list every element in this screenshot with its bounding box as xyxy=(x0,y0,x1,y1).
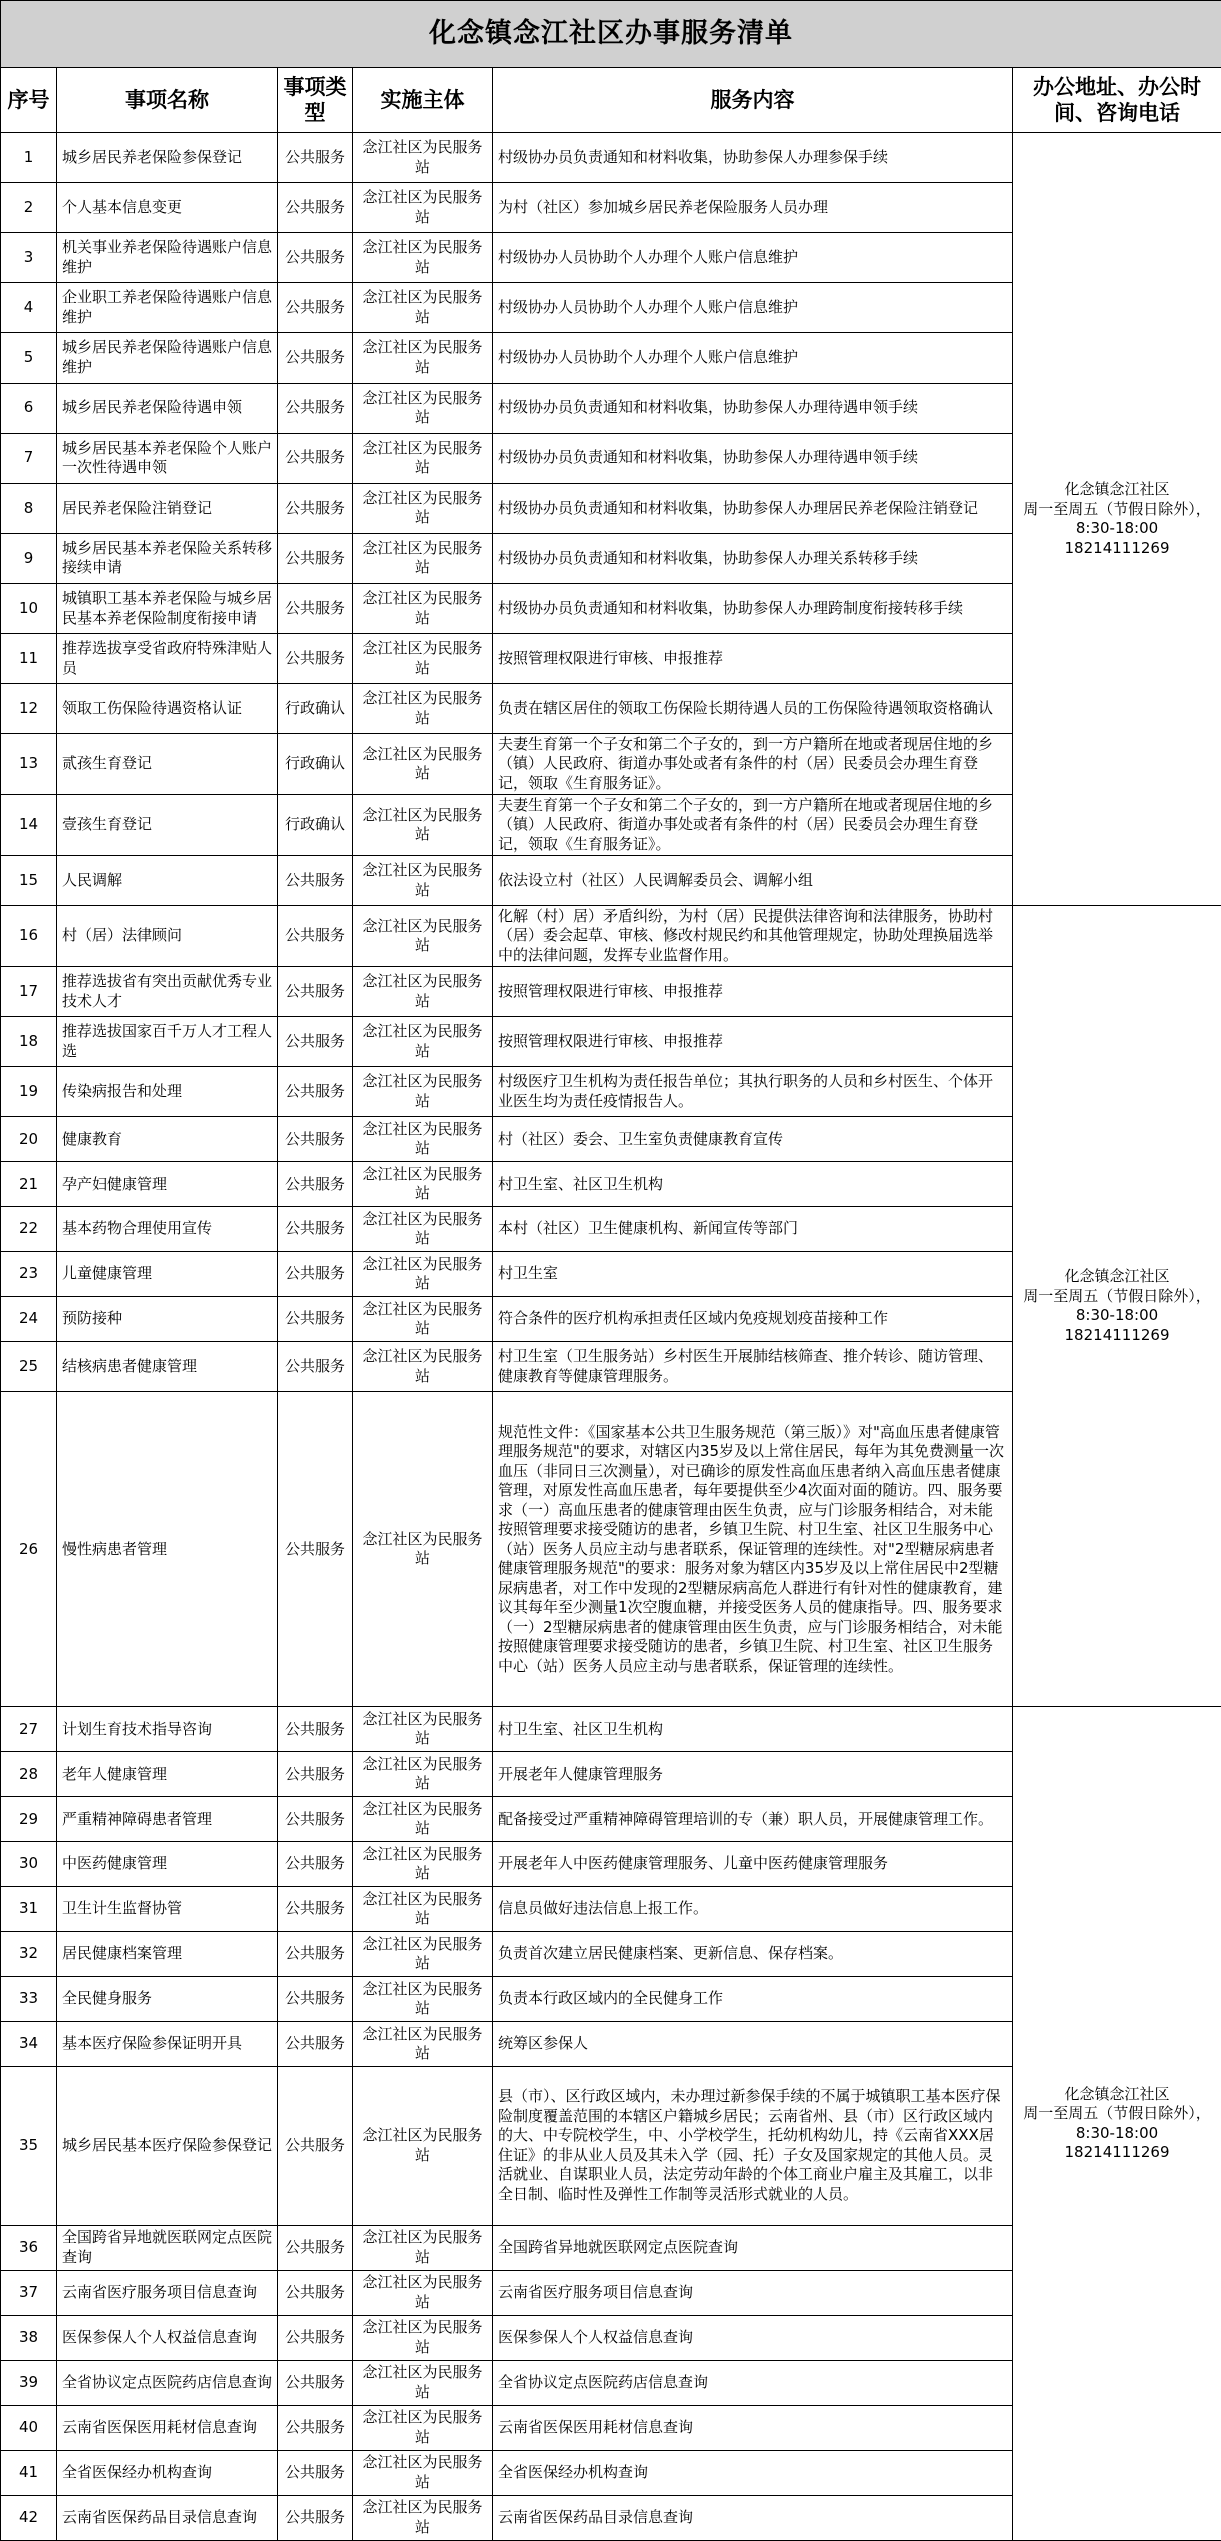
cell-name: 人民调解 xyxy=(57,856,278,906)
header-no: 序号 xyxy=(1,68,57,133)
cell-impl: 念江社区为民服务站 xyxy=(353,2270,493,2315)
contact-address: 化念镇念江社区 xyxy=(1064,2084,1170,2103)
cell-content: 村卫生室、社区卫生机构 xyxy=(493,1162,1013,1207)
cell-type: 公共服务 xyxy=(278,856,353,906)
cell-name: 城乡居民基本养老保险个人账户一次性待遇申领 xyxy=(57,433,278,483)
cell-type: 公共服务 xyxy=(278,1752,353,1797)
header-content: 服务内容 xyxy=(493,68,1013,133)
table-row xyxy=(1,133,1221,183)
cell-content: 负责首次建立居民健康档案、更新信息、保存档案。 xyxy=(493,1932,1013,1977)
cell-no: 6 xyxy=(1,383,57,433)
cell-no: 32 xyxy=(1,1932,57,1977)
cell-type: 行政确认 xyxy=(278,795,353,856)
cell-name: 个人基本信息变更 xyxy=(57,183,278,233)
cell-name: 推荐选拔享受省政府特殊津贴人员 xyxy=(57,634,278,684)
contact-info-cell xyxy=(1013,1707,1221,2541)
cell-type: 公共服务 xyxy=(278,1932,353,1977)
cell-impl: 念江社区为民服务站 xyxy=(353,1162,493,1207)
cell-type: 公共服务 xyxy=(278,2315,353,2360)
cell-no: 12 xyxy=(1,684,57,734)
cell-impl: 念江社区为民服务站 xyxy=(353,2495,493,2540)
cell-content: 云南省医保药品目录信息查询 xyxy=(493,2495,1013,2540)
contact-address: 化念镇念江社区 xyxy=(1064,1267,1170,1286)
cell-content: 村级协办人员协助个人办理个人账户信息维护 xyxy=(493,283,1013,333)
header-impl: 实施主体 xyxy=(353,68,493,133)
cell-no: 8 xyxy=(1,483,57,533)
cell-impl: 念江社区为民服务站 xyxy=(353,383,493,433)
cell-name: 全省协议定点医院药店信息查询 xyxy=(57,2360,278,2405)
cell-content: 村级协办员负责通知和材料收集，协助参保人办理关系转移手续 xyxy=(493,533,1013,583)
cell-no: 23 xyxy=(1,1252,57,1297)
cell-impl: 念江社区为民服务站 xyxy=(353,1017,493,1067)
cell-type: 公共服务 xyxy=(278,233,353,283)
cell-type: 公共服务 xyxy=(278,1162,353,1207)
cell-type: 公共服务 xyxy=(278,2405,353,2450)
cell-impl: 念江社区为民服务站 xyxy=(353,2225,493,2270)
cell-impl: 念江社区为民服务站 xyxy=(353,1707,493,1752)
cell-no: 20 xyxy=(1,1117,57,1162)
cell-impl: 念江社区为民服务站 xyxy=(353,1207,493,1252)
contact-address: 化念镇念江社区 xyxy=(1064,480,1170,499)
cell-name: 企业职工养老保险待遇账户信息维护 xyxy=(57,283,278,333)
cell-impl: 念江社区为民服务站 xyxy=(353,1887,493,1932)
cell-name: 传染病报告和处理 xyxy=(57,1067,278,1117)
contact-hours: 周一至周五（节假日除外），8:30-18:00 xyxy=(1023,499,1211,538)
cell-type: 公共服务 xyxy=(278,383,353,433)
cell-impl: 念江社区为民服务站 xyxy=(353,734,493,795)
cell-type: 公共服务 xyxy=(278,433,353,483)
cell-name: 城乡居民养老保险待遇账户信息维护 xyxy=(57,333,278,383)
cell-no: 38 xyxy=(1,2315,57,2360)
cell-content: 开展老年人中医药健康管理服务、儿童中医药健康管理服务 xyxy=(493,1842,1013,1887)
cell-content: 负责在辖区居住的领取工伤保险长期待遇人员的工伤保险待遇领取资格确认 xyxy=(493,684,1013,734)
cell-no: 13 xyxy=(1,734,57,795)
cell-content: 村卫生室、社区卫生机构 xyxy=(493,1707,1013,1752)
contact-hours: 周一至周五（节假日除外），8:30-18:00 xyxy=(1023,2104,1211,2142)
cell-type: 公共服务 xyxy=(278,333,353,383)
cell-content: 村级协办员负责通知和材料收集，协助参保人办理待遇申领手续 xyxy=(493,383,1013,433)
cell-impl: 念江社区为民服务站 xyxy=(353,583,493,633)
cell-impl: 念江社区为民服务站 xyxy=(353,795,493,856)
cell-impl: 念江社区为民服务站 xyxy=(353,133,493,183)
cell-type: 公共服务 xyxy=(278,1887,353,1932)
cell-no: 31 xyxy=(1,1887,57,1932)
header-contact: 办公地址、办公时间、咨询电话 xyxy=(1013,68,1221,133)
cell-no: 11 xyxy=(1,634,57,684)
cell-content: 统筹区参保人 xyxy=(493,2022,1013,2067)
cell-no: 42 xyxy=(1,2495,57,2540)
cell-content: 信息员做好违法信息上报工作。 xyxy=(493,1887,1013,1932)
cell-no: 35 xyxy=(1,2067,57,2226)
cell-impl: 念江社区为民服务站 xyxy=(353,1842,493,1887)
cell-content: 夫妻生育第一个子女和第二个子女的，到一方户籍所在地或者现居住地的乡（镇）人民政府、街道办事处或者有条件的村（居）民委员会办理生育登记，领取《生育服务证》。 xyxy=(493,795,1013,856)
cell-no: 7 xyxy=(1,433,57,483)
table-row xyxy=(1,1707,1221,1752)
cell-content: 村级医疗卫生机构为责任报告单位；其执行职务的人员和乡村医生、个体开业医生均为责任疫情报告人。 xyxy=(493,1067,1013,1117)
cell-impl: 念江社区为民服务站 xyxy=(353,1932,493,1977)
cell-no: 41 xyxy=(1,2450,57,2495)
cell-content: 村级协办员负责通知和材料收集，协助参保人办理待遇申领手续 xyxy=(493,433,1013,483)
cell-no: 3 xyxy=(1,233,57,283)
cell-no: 18 xyxy=(1,1017,57,1067)
cell-content: 按照管理权限进行审核、申报推荐 xyxy=(493,966,1013,1016)
cell-name: 中医药健康管理 xyxy=(57,1842,278,1887)
cell-impl: 念江社区为民服务站 xyxy=(353,483,493,533)
cell-name: 居民健康档案管理 xyxy=(57,1932,278,1977)
cell-name: 基本医疗保险参保证明开具 xyxy=(57,2022,278,2067)
cell-content: 村级协办员负责通知和材料收集，协助参保人办理跨制度衔接转移手续 xyxy=(493,583,1013,633)
cell-type: 公共服务 xyxy=(278,283,353,333)
cell-type: 公共服务 xyxy=(278,133,353,183)
cell-type: 公共服务 xyxy=(278,966,353,1016)
cell-type: 公共服务 xyxy=(278,583,353,633)
page-title: 化念镇念江社区办事服务清单 xyxy=(1,1,1221,68)
cell-content: 本村（社区）卫生健康机构、新闻宣传等部门 xyxy=(493,1207,1013,1252)
cell-no: 28 xyxy=(1,1752,57,1797)
cell-impl: 念江社区为民服务站 xyxy=(353,1297,493,1342)
header-name: 事项名称 xyxy=(57,68,278,133)
cell-type: 公共服务 xyxy=(278,2225,353,2270)
cell-content: 村卫生室（卫生服务站）乡村医生开展肺结核筛查、推介转诊、随访管理、健康教育等健康管理服务。 xyxy=(493,1342,1013,1392)
cell-type: 公共服务 xyxy=(278,1797,353,1842)
cell-no: 16 xyxy=(1,906,57,967)
cell-content: 配备接受过严重精神障碍管理培训的专（兼）职人员，开展健康管理工作。 xyxy=(493,1797,1013,1842)
cell-type: 公共服务 xyxy=(278,1067,353,1117)
cell-impl: 念江社区为民服务站 xyxy=(353,1342,493,1392)
cell-content: 云南省医疗服务项目信息查询 xyxy=(493,2270,1013,2315)
cell-no: 4 xyxy=(1,283,57,333)
cell-impl: 念江社区为民服务站 xyxy=(353,233,493,283)
cell-type: 公共服务 xyxy=(278,634,353,684)
cell-impl: 念江社区为民服务站 xyxy=(353,1977,493,2022)
cell-content: 全省协议定点医院药店信息查询 xyxy=(493,2360,1013,2405)
cell-type: 公共服务 xyxy=(278,1117,353,1162)
cell-name: 健康教育 xyxy=(57,1117,278,1162)
cell-name: 贰孩生育登记 xyxy=(57,734,278,795)
cell-content: 为村（社区）参加城乡居民养老保险服务人员办理 xyxy=(493,183,1013,233)
cell-no: 10 xyxy=(1,583,57,633)
cell-impl: 念江社区为民服务站 xyxy=(353,684,493,734)
cell-name: 结核病患者健康管理 xyxy=(57,1342,278,1392)
cell-no: 5 xyxy=(1,333,57,383)
cell-name: 城乡居民养老保险待遇申领 xyxy=(57,383,278,433)
cell-no: 22 xyxy=(1,1207,57,1252)
cell-content: 村级协办员负责通知和材料收集，协助参保人办理参保手续 xyxy=(493,133,1013,183)
cell-no: 21 xyxy=(1,1162,57,1207)
cell-impl: 念江社区为民服务站 xyxy=(353,533,493,583)
cell-name: 云南省医保医用耗材信息查询 xyxy=(57,2405,278,2450)
cell-no: 15 xyxy=(1,856,57,906)
cell-content: 村卫生室 xyxy=(493,1252,1013,1297)
cell-content: 全国跨省异地就医联网定点医院查询 xyxy=(493,2225,1013,2270)
cell-name: 严重精神障碍患者管理 xyxy=(57,1797,278,1842)
cell-content: 村（社区）委会、卫生室负责健康教育宣传 xyxy=(493,1117,1013,1162)
cell-content: 县（市）、区行政区域内，未办理过新参保手续的不属于城镇职工基本医疗保险制度覆盖范围的本辖区户籍城乡居民；云南省州、县（市）区行政区域内的大、中专院校学生，中、小学校学生，托幼机构幼儿，持《云南省XXX居住证》的非从业人员及其未入学（园、托）子女及国家规定的其他人员。灵活就业、自谋职业人员，法定劳动年龄的个体工商业户雇主及其雇工，以非全日制、临时性及弹性工作制等灵活形式就业的人员。 xyxy=(493,2067,1013,2226)
cell-name: 壹孩生育登记 xyxy=(57,795,278,856)
cell-content: 依法设立村（社区）人民调解委员会、调解小组 xyxy=(493,856,1013,906)
cell-no: 36 xyxy=(1,2225,57,2270)
cell-type: 公共服务 xyxy=(278,1842,353,1887)
cell-content: 按照管理权限进行审核、申报推荐 xyxy=(493,634,1013,684)
cell-no: 27 xyxy=(1,1707,57,1752)
cell-impl: 念江社区为民服务站 xyxy=(353,2067,493,2226)
cell-name: 云南省医保药品目录信息查询 xyxy=(57,2495,278,2540)
contact-hours: 周一至周五（节假日除外），8:30-18:00 xyxy=(1023,1286,1211,1325)
table-body xyxy=(1,133,1221,2541)
cell-no: 2 xyxy=(1,183,57,233)
cell-content: 夫妻生育第一个子女和第二个子女的，到一方户籍所在地或者现居住地的乡（镇）人民政府、街道办事处或者有条件的村（居）民委员会办理生育登记，领取《生育服务证》。 xyxy=(493,734,1013,795)
header-type: 事项类型 xyxy=(278,68,353,133)
cell-type: 公共服务 xyxy=(278,1707,353,1752)
cell-type: 公共服务 xyxy=(278,1252,353,1297)
cell-content: 云南省医保医用耗材信息查询 xyxy=(493,2405,1013,2450)
cell-name: 城乡居民基本养老保险关系转移接续申请 xyxy=(57,533,278,583)
cell-impl: 念江社区为民服务站 xyxy=(353,283,493,333)
cell-impl: 念江社区为民服务站 xyxy=(353,856,493,906)
cell-impl: 念江社区为民服务站 xyxy=(353,333,493,383)
cell-type: 公共服务 xyxy=(278,2360,353,2405)
cell-type: 公共服务 xyxy=(278,2495,353,2540)
cell-type: 公共服务 xyxy=(278,483,353,533)
cell-no: 19 xyxy=(1,1067,57,1117)
cell-no: 30 xyxy=(1,1842,57,1887)
cell-type: 公共服务 xyxy=(278,2067,353,2226)
cell-impl: 念江社区为民服务站 xyxy=(353,634,493,684)
cell-name: 村（居）法律顾问 xyxy=(57,906,278,967)
cell-type: 公共服务 xyxy=(278,2270,353,2315)
cell-name: 全省医保经办机构查询 xyxy=(57,2450,278,2495)
cell-impl: 念江社区为民服务站 xyxy=(353,433,493,483)
cell-impl: 念江社区为民服务站 xyxy=(353,906,493,967)
cell-impl: 念江社区为民服务站 xyxy=(353,2315,493,2360)
cell-no: 17 xyxy=(1,966,57,1016)
cell-impl: 念江社区为民服务站 xyxy=(353,1797,493,1842)
cell-name: 卫生计生监督协管 xyxy=(57,1887,278,1932)
cell-name: 医保参保人个人权益信息查询 xyxy=(57,2315,278,2360)
cell-type: 行政确认 xyxy=(278,684,353,734)
cell-content: 村级协办人员协助个人办理个人账户信息维护 xyxy=(493,233,1013,283)
cell-type: 公共服务 xyxy=(278,2450,353,2495)
cell-type: 公共服务 xyxy=(278,906,353,967)
cell-content: 全省医保经办机构查询 xyxy=(493,2450,1013,2495)
cell-no: 24 xyxy=(1,1297,57,1342)
cell-name: 领取工伤保险待遇资格认证 xyxy=(57,684,278,734)
cell-no: 25 xyxy=(1,1342,57,1392)
cell-name: 儿童健康管理 xyxy=(57,1252,278,1297)
cell-content: 规范性文件：《国家基本公共卫生服务规范（第三版）》对"高血压患者健康管理服务规范"的要求，对辖区内35岁及以上常住居民，每年为其免费测量一次血压（非同日三次测量），对已确诊的原发性高血压患者纳入高血压患者健康管理，对原发性高血压患者，每年要提供至少4次面对面的随访。四、服务要求（一）高血压患者的健康管理由医生负责，应与门诊服务相结合，对未能按照管理要求接受随访的患者，乡镇卫生院、村卫生室、社区卫生服务中心（站）医务人员应主动与患者联系，保证管理的连续性。对"2型糖尿病患者健康管理服务规范"的要求：服务对象为辖区内35岁及以上常住居民中2型糖尿病患者，对工作中发现的2型糖尿病高危人群进行有针对性的健康教育，建议其每年至少测量1次空腹血糖，并接受医务人员的健康指导。四、服务要求（一）2型糖尿病患者的健康管理由医生负责，应与门诊服务相结合，对未能按照健康管理要求接受随访的患者，乡镇卫生院、村卫生室、社区卫生服务中心（站）医务人员应主动与患者联系，保证管理的连续性。 xyxy=(493,1392,1013,1707)
cell-content: 村级协办人员协助个人办理个人账户信息维护 xyxy=(493,333,1013,383)
cell-content: 按照管理权限进行审核、申报推荐 xyxy=(493,1017,1013,1067)
cell-name: 城乡居民基本医疗保险参保登记 xyxy=(57,2067,278,2226)
cell-name: 推荐选拔省有突出贡献优秀专业技术人才 xyxy=(57,966,278,1016)
cell-no: 14 xyxy=(1,795,57,856)
cell-name: 预防接种 xyxy=(57,1297,278,1342)
cell-impl: 念江社区为民服务站 xyxy=(353,1252,493,1297)
contact-info-cell xyxy=(1013,906,1221,1707)
cell-type: 公共服务 xyxy=(278,1017,353,1067)
cell-impl: 念江社区为民服务站 xyxy=(353,2450,493,2495)
contact-phone: 18214111269 xyxy=(1064,2143,1170,2162)
cell-content: 负责本行政区域内的全民健身工作 xyxy=(493,1977,1013,2022)
cell-content: 开展老年人健康管理服务 xyxy=(493,1752,1013,1797)
cell-impl: 念江社区为民服务站 xyxy=(353,2405,493,2450)
cell-type: 公共服务 xyxy=(278,2022,353,2067)
contact-phone: 18214111269 xyxy=(1064,538,1170,557)
table-row xyxy=(1,906,1221,967)
cell-no: 37 xyxy=(1,2270,57,2315)
cell-name: 计划生育技术指导咨询 xyxy=(57,1707,278,1752)
cell-impl: 念江社区为民服务站 xyxy=(353,183,493,233)
cell-name: 推荐选拔国家百千万人才工程人选 xyxy=(57,1017,278,1067)
cell-name: 城镇职工基本养老保险与城乡居民基本养老保险制度衔接申请 xyxy=(57,583,278,633)
cell-name: 孕产妇健康管理 xyxy=(57,1162,278,1207)
cell-no: 39 xyxy=(1,2360,57,2405)
cell-impl: 念江社区为民服务站 xyxy=(353,1067,493,1117)
cell-impl: 念江社区为民服务站 xyxy=(353,1752,493,1797)
cell-no: 1 xyxy=(1,133,57,183)
cell-content: 村级协办员负责通知和材料收集，协助参保人办理居民养老保险注销登记 xyxy=(493,483,1013,533)
cell-type: 公共服务 xyxy=(278,1392,353,1707)
cell-name: 老年人健康管理 xyxy=(57,1752,278,1797)
cell-no: 33 xyxy=(1,1977,57,2022)
cell-no: 9 xyxy=(1,533,57,583)
cell-type: 公共服务 xyxy=(278,1342,353,1392)
cell-type: 公共服务 xyxy=(278,1207,353,1252)
cell-type: 公共服务 xyxy=(278,1977,353,2022)
cell-no: 34 xyxy=(1,2022,57,2067)
cell-name: 机关事业养老保险待遇账户信息维护 xyxy=(57,233,278,283)
cell-type: 行政确认 xyxy=(278,734,353,795)
contact-phone: 18214111269 xyxy=(1064,1325,1170,1344)
cell-type: 公共服务 xyxy=(278,1297,353,1342)
cell-name: 全国跨省异地就医联网定点医院查询 xyxy=(57,2225,278,2270)
cell-name: 城乡居民养老保险参保登记 xyxy=(57,133,278,183)
cell-no: 29 xyxy=(1,1797,57,1842)
cell-name: 云南省医疗服务项目信息查询 xyxy=(57,2270,278,2315)
cell-name: 居民养老保险注销登记 xyxy=(57,483,278,533)
cell-type: 公共服务 xyxy=(278,533,353,583)
cell-impl: 念江社区为民服务站 xyxy=(353,1117,493,1162)
cell-content: 医保参保人个人权益信息查询 xyxy=(493,2315,1013,2360)
cell-no: 40 xyxy=(1,2405,57,2450)
cell-impl: 念江社区为民服务站 xyxy=(353,1392,493,1707)
cell-content: 化解（村）居）矛盾纠纷，为村（居）民提供法律咨询和法律服务，协助村（居）委会起草、审核、修改村规民约和其他管理规定，协助处理换届选举中的法律问题，发挥专业监督作用。 xyxy=(493,906,1013,967)
cell-impl: 念江社区为民服务站 xyxy=(353,2360,493,2405)
cell-no: 26 xyxy=(1,1392,57,1707)
cell-impl: 念江社区为民服务站 xyxy=(353,2022,493,2067)
contact-info-cell xyxy=(1013,133,1221,906)
cell-impl: 念江社区为民服务站 xyxy=(353,966,493,1016)
cell-type: 公共服务 xyxy=(278,183,353,233)
cell-name: 慢性病患者管理 xyxy=(57,1392,278,1707)
cell-content: 符合条件的医疗机构承担责任区域内免疫规划疫苗接种工作 xyxy=(493,1297,1013,1342)
cell-name: 基本药物合理使用宣传 xyxy=(57,1207,278,1252)
cell-name: 全民健身服务 xyxy=(57,1977,278,2022)
